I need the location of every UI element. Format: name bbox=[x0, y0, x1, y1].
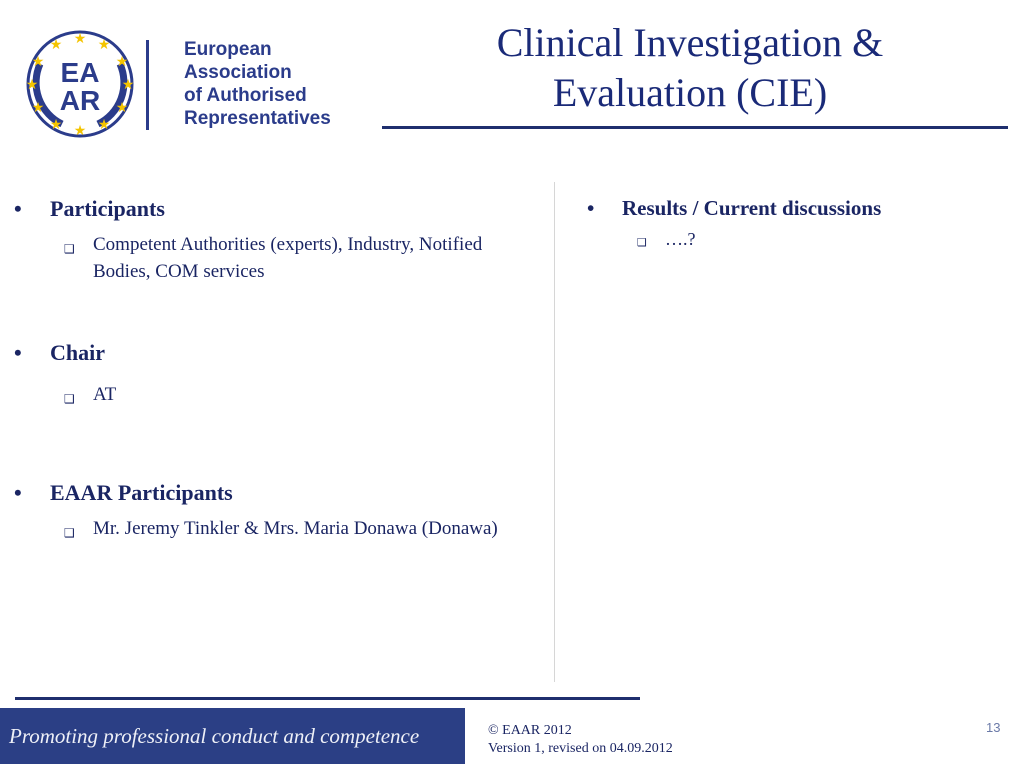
section-heading bbox=[0, 195, 540, 223]
svg-text:★: ★ bbox=[31, 100, 45, 116]
checkbox-bullet-icon: ❑ bbox=[64, 526, 75, 540]
footer-banner bbox=[0, 708, 465, 764]
svg-text:★: ★ bbox=[31, 54, 45, 70]
svg-text:★: ★ bbox=[25, 77, 39, 93]
title-underline bbox=[382, 126, 1008, 129]
bullet-dot: • bbox=[14, 196, 22, 221]
logo-line: Association bbox=[184, 62, 292, 83]
logo-line: of Authorised bbox=[184, 85, 307, 106]
eaar-logo bbox=[22, 24, 332, 144]
slide-title-line2: Evaluation (CIE) bbox=[552, 70, 828, 115]
section-results bbox=[575, 194, 1015, 253]
heading-text: EAAR Participants bbox=[50, 480, 233, 505]
bullet-dot: • bbox=[14, 480, 22, 505]
logo-wordmark bbox=[184, 38, 331, 130]
bullet-dot: • bbox=[14, 340, 22, 365]
sub-item-text: Mr. Jeremy Tinkler & Mrs. Maria Donawa (Donawa) bbox=[93, 518, 498, 539]
sub-item bbox=[0, 231, 540, 285]
logo-letters-bottom: AR bbox=[59, 85, 101, 116]
section-chair bbox=[0, 339, 540, 408]
section-participants bbox=[0, 195, 540, 285]
svg-text:★: ★ bbox=[97, 37, 111, 53]
heading-text: Results / Current discussions bbox=[622, 196, 882, 220]
eaar-emblem bbox=[22, 24, 172, 144]
svg-text:★: ★ bbox=[49, 37, 63, 53]
svg-text:★: ★ bbox=[115, 100, 129, 116]
sub-item-text: AT bbox=[93, 384, 117, 405]
section-heading bbox=[575, 194, 1015, 222]
footer-version: Version 1, revised on 04.09.2012 bbox=[488, 741, 673, 756]
heading-text: Participants bbox=[50, 196, 165, 221]
footer-rule bbox=[15, 697, 640, 700]
section-eaar-participants bbox=[0, 479, 540, 542]
svg-text:★: ★ bbox=[49, 117, 63, 133]
sub-item bbox=[575, 226, 1015, 253]
heading-text: Chair bbox=[50, 340, 105, 365]
section-heading bbox=[0, 339, 540, 367]
footer-copyright: © EAAR 2012 bbox=[488, 723, 572, 738]
logo-letters-top: EA bbox=[60, 57, 100, 88]
footer-tagline: Promoting professional conduct and competence bbox=[9, 723, 420, 748]
svg-text:★: ★ bbox=[121, 77, 135, 93]
section-heading bbox=[0, 479, 540, 507]
slide-title bbox=[400, 18, 980, 118]
checkbox-bullet-icon: ❑ bbox=[637, 236, 647, 249]
svg-text:★: ★ bbox=[97, 117, 111, 133]
column-divider bbox=[554, 182, 555, 682]
checkbox-bullet-icon: ❑ bbox=[64, 242, 75, 256]
footer-copyright-block bbox=[488, 722, 673, 758]
slide-title-line1: Clinical Investigation & bbox=[496, 20, 884, 65]
page-number: 13 bbox=[986, 720, 1001, 735]
logo-line: European bbox=[184, 39, 272, 60]
sub-item bbox=[0, 515, 540, 542]
bullet-dot: • bbox=[587, 196, 595, 220]
checkbox-bullet-icon: ❑ bbox=[64, 392, 75, 406]
svg-text:★: ★ bbox=[73, 31, 87, 47]
sub-item-text: ….? bbox=[665, 229, 696, 249]
svg-text:★: ★ bbox=[115, 54, 129, 70]
logo-line: Representatives bbox=[184, 108, 331, 129]
svg-text:★: ★ bbox=[73, 123, 87, 139]
sub-item-text: Competent Authorities (experts), Industry, Notified Bodies, COM services bbox=[93, 234, 483, 282]
sub-item bbox=[0, 381, 540, 408]
